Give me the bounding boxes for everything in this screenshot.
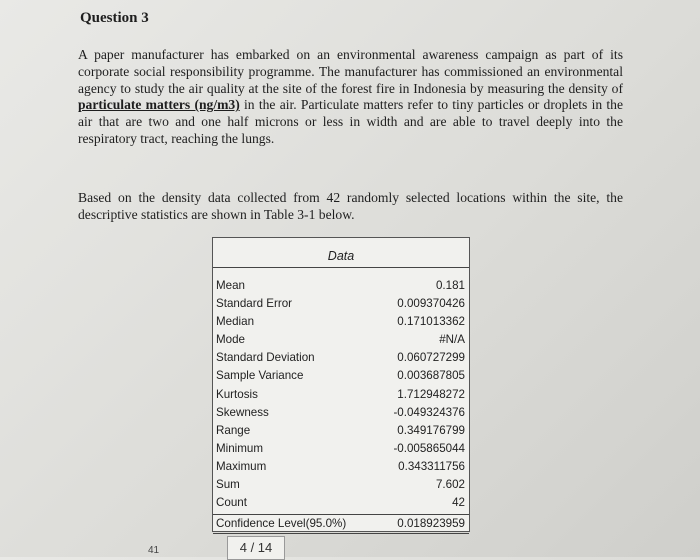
table-row [213, 295, 469, 313]
table-row [213, 367, 469, 385]
stat-label: Confidence Level(95.0%) [216, 517, 347, 531]
table-row [213, 386, 469, 404]
table-row [213, 440, 469, 458]
stat-label: Range [216, 423, 251, 437]
paragraph-1-text-a: A paper manufacturer has embarked on an environmental awareness campaign as part of its corporate social responsibility programme. The manufacturer has commissioned an environmental agency to study the air quality at the site of the forest fire in Indonesia by measuring the density of [78, 47, 623, 96]
table-row [213, 476, 469, 494]
stat-label: Mean [216, 279, 246, 292]
table-body [213, 268, 469, 534]
table-header-label: Data [327, 249, 355, 263]
stat-value: 0.171013362 [397, 315, 465, 329]
stat-label: Skewness [216, 405, 269, 419]
stat-label: Count [216, 496, 247, 510]
page-indicator[interactable]: 4 / 14 [227, 536, 285, 560]
particulate-matters-term: particulate matters (ng/m3) [78, 97, 240, 113]
stat-label: Maximum [216, 459, 267, 473]
stat-value: #N/A [439, 333, 465, 347]
stat-value: 0.018923959 [397, 517, 465, 531]
table-row [213, 514, 469, 534]
stat-label: Median [216, 315, 255, 329]
table-row [213, 494, 469, 512]
stat-value: 1.712948272 [397, 387, 465, 401]
stat-value: 42 [452, 496, 465, 510]
stat-value: -0.049324376 [393, 405, 465, 419]
table-row [213, 313, 469, 331]
stat-value: 7.602 [435, 478, 465, 492]
table-row [213, 404, 469, 422]
descriptive-statistics-table [212, 237, 470, 532]
stat-value: 0.060727299 [397, 351, 465, 365]
question-paragraph-2: Based on the density data collected from 42 randomly selected locations within the site, the descriptive statistics are shown in Table 3-1 below. [78, 190, 623, 222]
stat-label: Standard Error [216, 297, 293, 311]
stat-label: Sum [216, 478, 240, 492]
table-row [213, 277, 469, 295]
table-row [213, 422, 469, 440]
table-row [213, 331, 469, 349]
stat-value: 0.181 [435, 279, 465, 292]
stat-label: Kurtosis [216, 387, 258, 401]
footer-mark: 41 [148, 545, 160, 556]
paragraph-1-text-b: in the air. Particulate matters refer to tiny particles or droplets in the air that are two and one half microns or less in width and are able to travel deeply into the respiratory tract, reaching the lungs. [78, 97, 623, 146]
stat-value: 0.349176799 [397, 423, 465, 437]
table-header [213, 238, 469, 268]
stat-label: Sample Variance [216, 369, 304, 383]
stat-value: -0.005865044 [393, 441, 465, 455]
stat-value: 0.009370426 [397, 297, 465, 311]
stat-label: Minimum [216, 441, 264, 455]
table-row [213, 349, 469, 367]
stat-label: Standard Deviation [216, 351, 315, 365]
stat-value: 0.343311756 [398, 459, 465, 473]
stat-label: Mode [216, 333, 246, 347]
stat-value: 0.003687805 [397, 369, 465, 383]
table-row [213, 458, 469, 476]
question-title: Question 3 [80, 10, 149, 26]
question-paragraph-1 [78, 47, 623, 148]
